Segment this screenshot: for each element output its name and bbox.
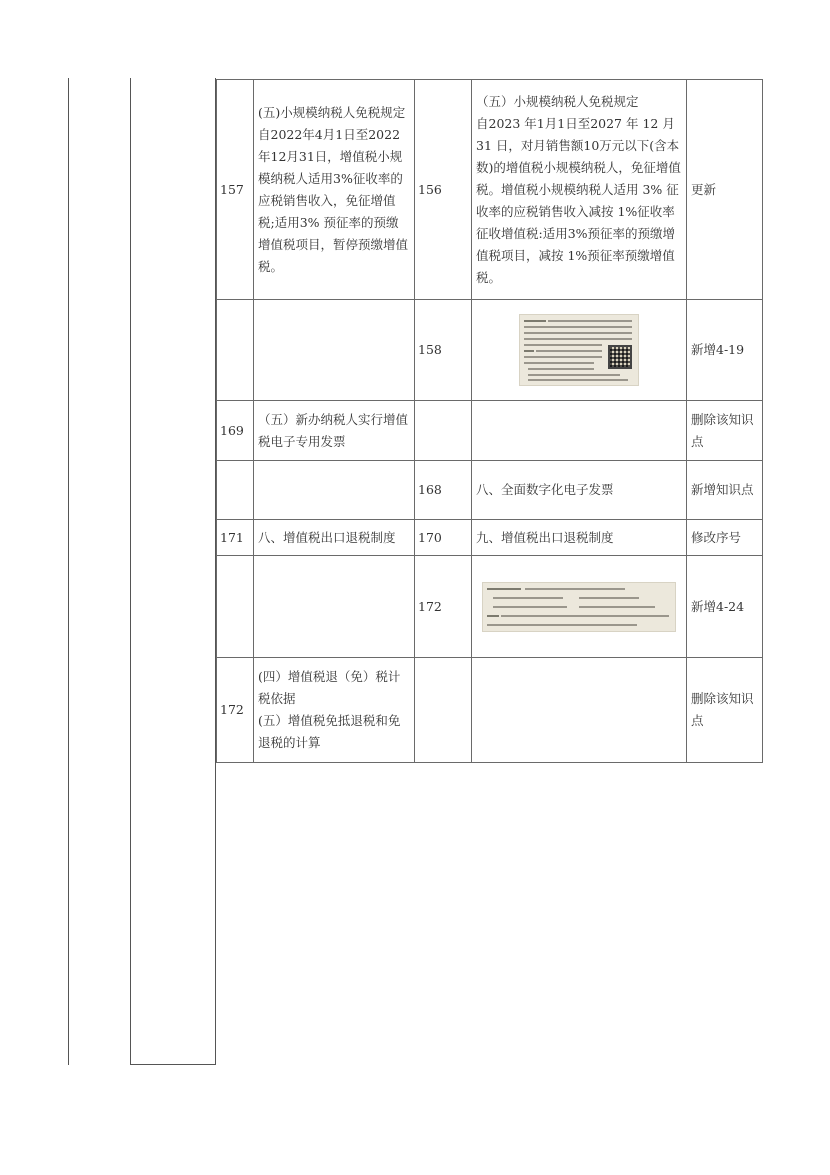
new-content-text: 自2023 年1月1日至2027 年 12 月 31 日，对月销售额10万元以下(含本数)的增值税小规模纳税人，免征增值税。增值税小规模纳税人适用 3% 征收率的应税销售收入减按 1%征收率征收增值税:适用3%预征率的预缴增值税项目，减按 1%预征率预缴增值税。	[476, 115, 681, 285]
page-left-rule	[68, 78, 69, 1065]
old-page-number: 171	[217, 520, 254, 556]
old-content-heading: (五)小规模纳税人免税规定	[258, 104, 406, 120]
new-content-heading: 九、增值税出口退税制度	[476, 529, 614, 545]
table-row	[217, 556, 763, 658]
old-content	[254, 80, 415, 300]
new-content	[472, 80, 687, 300]
old-content-heading: 八、增值税出口退税制度	[258, 529, 396, 545]
new-content	[472, 300, 687, 401]
old-page-number: 169	[217, 401, 254, 461]
old-page-number	[217, 556, 254, 658]
old-page-number: 157	[217, 80, 254, 300]
change-note: 修改序号	[687, 520, 763, 556]
new-content-heading: 八、全面数字化电子发票	[476, 482, 614, 497]
new-page-number: 168	[415, 461, 472, 520]
change-note: 新增4-19	[687, 300, 763, 401]
old-content	[254, 461, 415, 520]
old-content	[254, 556, 415, 658]
change-note: 更新	[687, 80, 763, 300]
change-note: 新增4-24	[687, 556, 763, 658]
change-note: 新增知识点	[687, 461, 763, 520]
new-content	[472, 658, 687, 763]
old-page-number	[217, 461, 254, 520]
table-row	[217, 80, 763, 300]
new-page-number: 158	[415, 300, 472, 401]
new-content	[472, 401, 687, 461]
table-row	[217, 658, 763, 763]
old-content-text: 自2022年4月1日至2022年12月31日，增值税小规模纳税人适用3%征收率的应税销售收入，免征增值税;适用3% 预征率的预缴增值税项目，暂停预缴增值税。	[258, 126, 409, 274]
old-content	[254, 300, 415, 401]
new-content-heading: （五）小规模纳税人免税规定	[476, 93, 639, 109]
table-row	[217, 300, 763, 401]
table-row	[217, 401, 763, 461]
new-content	[472, 461, 687, 520]
new-page-number: 170	[415, 520, 472, 556]
table-row	[217, 461, 763, 520]
old-content-heading: (五）增值税免抵退税和免退税的计算	[258, 713, 401, 750]
table-row	[217, 520, 763, 556]
qr-code-icon	[608, 345, 632, 369]
scanned-example-image	[519, 314, 639, 386]
change-note: 删除该知识点	[687, 401, 763, 461]
old-content	[254, 520, 415, 556]
new-content	[472, 520, 687, 556]
column-left-rule	[130, 78, 131, 1065]
revision-table	[216, 79, 763, 763]
new-page-number: 172	[415, 556, 472, 658]
old-content-heading: （五）新办纳税人实行增值税电子专用发票	[258, 411, 409, 449]
old-content	[254, 658, 415, 763]
old-content-heading: (四）增值税退（免）税计税依据	[258, 669, 401, 706]
column-bottom-rule	[130, 1064, 216, 1065]
new-page-number	[415, 401, 472, 461]
new-content	[472, 556, 687, 658]
change-note: 删除该知识点	[687, 658, 763, 763]
old-page-number	[217, 300, 254, 401]
old-page-number: 172	[217, 658, 254, 763]
old-content	[254, 401, 415, 461]
new-page-number	[415, 658, 472, 763]
new-page-number: 156	[415, 80, 472, 300]
scanned-example-image	[482, 582, 676, 632]
